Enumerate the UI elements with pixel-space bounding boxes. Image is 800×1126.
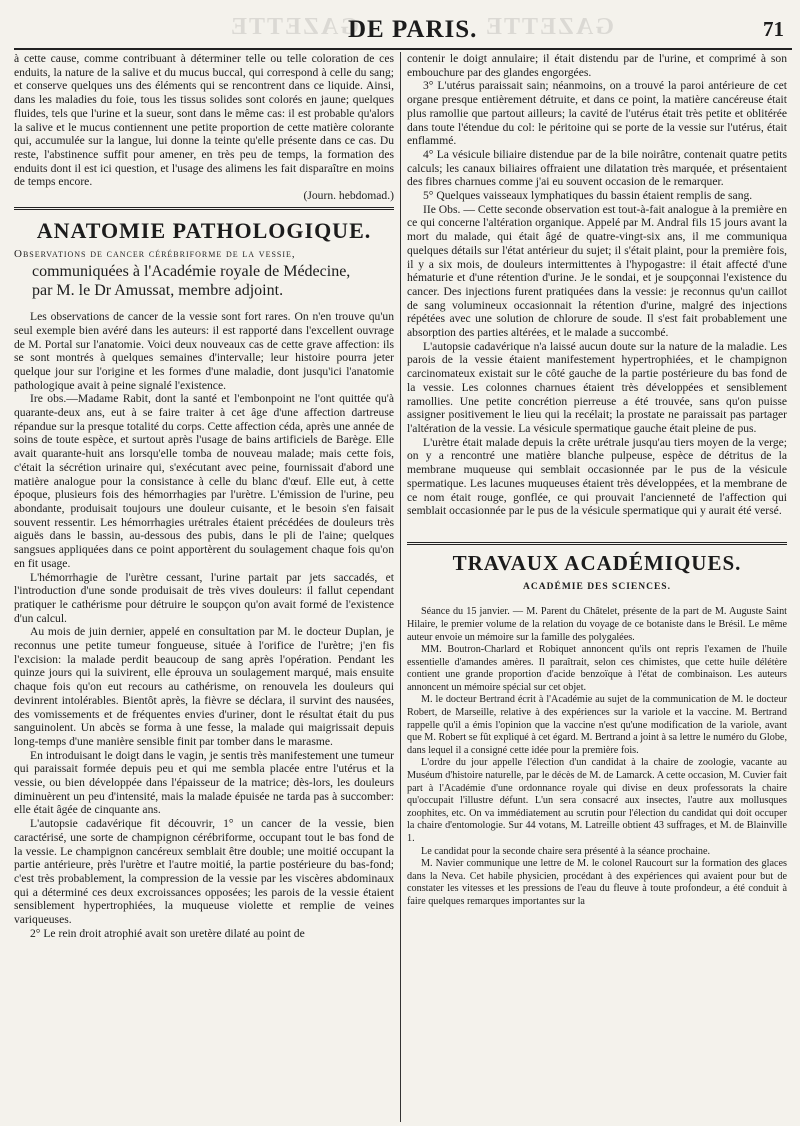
article-paragraph: En introduisant le doigt dans le vagin, je sentis très manifestement une tumeur qui paraissait formée depuis peu et qui me sembla placée entre l'utérus et la vessie, ou bien développée dans l'épaisseur de la matrice; dès-lors, les douleurs diminuèrent un peu d'intensité, mais la malade épuisée ne tarda pas à succomber: elle était âgée de cinquante ans. [14,748,394,817]
report-paragraph: Séance du 15 janvier. — M. Parent du Châtelet, présente de la part de M. Auguste Saint Hilaire, le premier volume de la relation du voyage de ce botaniste dans le Brésil. Le même auteur envoie un mémoire sur la famille des polygalées. [407,606,787,643]
page-header [14,0,792,48]
report-paragraph: Le candidat pour la seconde chaire sera présenté à la séance prochaine. [421,845,711,857]
article-paragraph: 3° L'utérus paraissait sain; néanmoins, on a trouvé la paroi antérieure de cet organe presque entièrement détruite, et dans ce point, la matière cancéreuse était plus ramollie que partout ailleurs; la cavité de l'utérus était très petite et oblitérée dans toute l'étendue du col: le péritoine qui se porte de la vessie sur l'utérus, était enflammé. [407,79,787,148]
subtitle-line-3: par M. le Dr Amussat, membre adjoint. [32,282,284,300]
article-subtitle [14,247,394,300]
subtitle-line-2: communiquées à l'Académie royale de Médecine, [32,263,351,281]
left-column [14,52,394,940]
report-paragraph: L'ordre du jour appelle l'élection d'un candidat à la chaire de zoologie, vacante au Muséum d'histoire naturelle, par le décès de M. de Lamarck. A cette occasion, M. Cuvier fait part à l'Académie d'une ordonnance royale qui divise en deux professorats la chaire qu'occupait l'illustre défunt. L'un sera consacré aux insectes, l'autre aux mollusques zoophites, etc. On va immédiatement au scrutin pour l'élection du candidat qui doit occuper la chaire d'entomologie. Sur 44 votans, M. Latreille obtient 43 suffrages, et M. de Blainville 1. [407,757,787,844]
page-number: 71 [763,17,784,41]
masthead-title: DE PARIS. [348,16,478,43]
travaux-title: TRAVAUX ACADÉMIQUES. [452,550,742,575]
seance-report [407,606,787,908]
header-rule [14,48,792,50]
article-paragraph: 2° Le rein droit atrophié avait son uretère dilaté au point de [30,926,305,940]
right-column [407,52,787,909]
article-paragraph: L'urètre était malade depuis la crête urétrale jusqu'au tiers moyen de la verge; on y a rencontré une matière blanche pulpeuse, espèce de détritus de la membrane muqueuse qui semblait occasionnée par le pus de la vésicule spermatique. Les lacunes muqueuses étaient très développées, et la membrane de ce nom était rouge, gonflée, ce qui prouvait l'ancienneté de l'affection qui semblait occasionnée par le pus de la vésicule spermatique qui y aurait été versé. [407,435,787,518]
column-divider [400,52,401,1122]
intro-paragraph: à cette cause, comme contribuant à déterminer telle ou telle coloration de ces enduits, la nature de la salive et du mucus buccal, qui correspond à celle du sang; et conserve quelques uns des éléments qui se rencontrent dans ce liquide. Ainsi, dans les maladies du foie, tous les tissus solides sont colorés en jaune; quelques fluides, tels que l'urine et la sueur, sont dans le même cas: il est probable qu'alors la salive et le mucus contiennent une petite proportion de cette matière colorante qui, accumulée sur la langue, lui donne la teinte qu'elle présente dans ce cas. Du reste, l'abstinence suffit pour amener, en très peu de temps, la formation des enduits dont il est ici question, et l'usage des alimens les fait disparaître en moins de temps encore. [14,52,394,189]
section-divider [407,542,787,545]
bleed-through-text-right: GAZETTE [484,14,615,40]
article-paragraph: contenir le doigt annulaire; il était distendu par de l'urine, et comprimé à son embouchure par des glandes engorgées. [407,52,787,79]
report-paragraph: MM. Boutron-Charlard et Robiquet annoncent qu'ils ont repris l'examen de l'huile essentielle d'amandes amères. Il paraîtrait, selon ces chimistes, que cette huile délétère contient une grande proportion d'acide benzoïque à l'état de combinaison. Les auteurs annoncent un mémoire spécial sur cet objet. [407,644,787,693]
article-paragraph: Ire obs.—Madame Rabit, dont la santé et l'embonpoint ne l'ont quittée qu'à quarante-deux ans, eut à se faire traiter à cet âge d'une affection dartreuse répandue sur la presque totalité du corps. Cette affection céda, après une année de soins de toute espèce, et surtout après l'usage de bains artificiels de Barège. Elle avait quarante-huit ans lorsqu'elle tomba de nouveau malade; mais cette fois, c'était la sécrétion urinaire qui, s'exécutant avec peine, fournissait d'abord une matière analogue pour la consistance à celle du blanc d'œuf. Elle eut, à cette époque, plusieurs fois des hémorrhagies par l'urètre. L'émission de l'urine, peu abondante, produisait toujours une douleur cuisante, et le besoin s'en faisait souvent ressentir. Les hémorrhagies urétrales étaient précédées de douleurs très aiguës dans le bassin, au-dessous des pubis, dans le pli de l'aine; quelques sangsues appliquées dans ce point apportèrent du soulagement chaque fois qu'on en fit usage. [14,392,394,570]
article-paragraph: 5° Quelques vaisseaux lymphatiques du bassin étaient remplis de sang. [423,189,753,203]
subtitle-line-1: Observations de cancer cérébriforme de la vessie, [14,248,296,261]
article-paragraph: IIe Obs. — Cette seconde observation est tout-à-fait analogue à la première en ce qui concerne l'altération organique. Appelé par M. Andral fils 15 jours avant la mort du malade, qui était âgé de quatre-vingt-six ans, il me communiqua quelques détails sur l'état antérieur du sujet; il s'était plaint, pour la première fois, il y a six mois, de douleurs intermittentes à l'hypogastre: il était affecté d'une hématurie et d'une rétention d'urine. Je le sondai, et je soupçonnai l'existence du cancer. Des injections furent pratiquées dans la vessie: je reconnus qu'un caillot de sang volumineux occasionnait la rétention d'urine, malgré des injections répétées avec une solution de chlorure de soude. Il s'est fait probablement une absorption des parties altérées, et le malade a succombé. [407,202,787,340]
report-paragraph: M. le docteur Bertrand écrit à l'Académie au sujet de la communication de M. le docteur Robert, de Marseille, relative à des expériences sur la variole et la vaccine. M. Bertrand rappelle qu'il a émis l'opinion que la vaccine n'est qu'une modification de la variole, avant que M. Robert se fût expliqué à cet égard. M. Bertrand a joint à sa lettre le numéro du Globe, dans lequel il a consigné cette idée pour la première fois. [407,694,787,756]
report-paragraph: M. Navier communique une lettre de M. le colonel Raucourt sur la formation des glaces dans la Neva. Cet habile physicien, procédant à des expériences qui avaient pour but de constater les vitesses et les pressions de l'eau du fleuve à toute profondeur, a été conduit à faire quelques remarques importantes sur la [407,858,787,907]
article-paragraph: L'autopsie cadavérique n'a laissé aucun doute sur la nature de la maladie. Les parois de la vessie étaient manifestement hypertrophiées, et le champignon carcinomateux existait sur le côté gauche de la partie postérieure du bas fond de la vessie. Les colonnes charnues étaient très développées et sensiblement ramollies. Une petite concrétion pierreuse a été trouvée, sans qu'on puisse assigner positivement le lieu qui la recélait; la prostate ne paraissait pas partager l'altération de la vessie. La vésicule spermatique gauche était pleine de pus. [407,339,787,435]
article-paragraph: 4° La vésicule biliaire distendue par de la bile noirâtre, contenait quatre petits calculs; les canaux biliaires offraient une dilatation très marquée, et présentaient des fibres charnues comme j'ai eu souvent occasion de le remarquer. [407,147,787,189]
bleed-through-text-left: GAZETTE [229,14,360,40]
article-paragraph: L'autopsie cadavérique fit découvrir, 1° un cancer de la vessie, bien caractérisé, une sorte de champignon cérébriforme, occupant tout le bas fond de la vessie. Le champignon cancéreux semblait être double; une moitié occupant la partie antérieure, près l'urètre et l'autre moitié, la partie postérieure du bas-fond; c'est très probablement, la compression de la vessie par les viscères abdominaux qui a déterminé ces deux excroissances opposées; les parois de la vessie étaient sensiblement hypertrophiées, la muqueuse violette et remplie de veines variqueuses. [14,817,394,927]
intro-source: (Journ. hebdomad.) [303,189,394,203]
section-title: ANATOMIE PATHOLOGIQUE. [36,217,372,243]
article-paragraph: L'hémorrhagie de l'urètre cessant, l'urine partait par jets saccadés, et l'introduction d'une sonde produisait de très vives douleurs: il fallut cependant pratiquer le cathérisme pour détruire le soupçon qu'on avait formé de l'existence d'un calcul. [14,570,394,625]
article-paragraph: Les observations de cancer de la vessie sont fort rares. On n'en trouve qu'un seul exemple bien avéré dans les auteurs: il est rapporté dans l'excellent ouvrage de M. Portal sur l'anatomie. Voici deux nouveaux cas de cette grave affection: ils se sont montrés à quelques semaines d'intervalle; leur histoire pourra jeter quelque jour sur l'origine et les formes d'une maladie, dont jusqu'ici l'anatomie pathologique avait à peine signalé l'existence. [14,310,394,392]
academie-label: ACADÉMIE DES SCIENCES. [523,581,671,592]
section-divider [14,207,394,210]
article-paragraph: Au mois de juin dernier, appelé en consultation par M. le docteur Duplan, je reconnus une petite tumeur fongueuse, située à l'orifice de l'urètre; j'en fis l'excision: la malade perdit beaucoup de sang après l'opération. Pendant les quinze jours qui la suivirent, elle éprouva un soulagement marqué, mais ensuite chaque fois qu'on eut recours au cathérisme, on renouvela les douleurs qui devinrent intolérables. Bientôt après, la fièvre se déclara, il survint des nausées, des vomissements et de fréquentes envies d'uriner, dont le résultat était du pus sanguinolent. Un abcès se forma à une fesse, la malade qui maigrissait depuis long-temps d'une manière sensible finit par tomber dans le marasme. [14,625,394,748]
